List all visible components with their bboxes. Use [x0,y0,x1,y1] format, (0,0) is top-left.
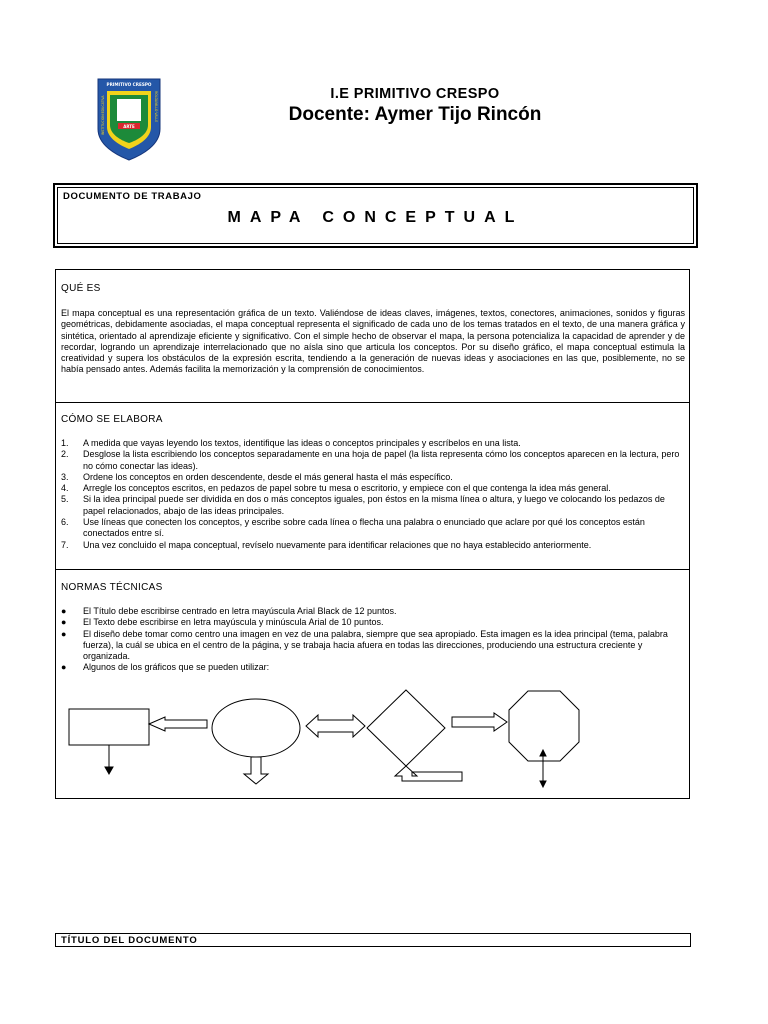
section-heading: NORMAS TÉCNICAS [61,582,163,593]
step-text: Si la idea principal puede ser dividida en dos o más conceptos iguales, pon éstos en la misma línea o altura, y luego ve colocando los pedazos de papel relacionados, abajo de las ideas principales. [83,494,665,516]
bullet-icon: ● [61,606,67,616]
norm-text: El Título debe escribirse centrado en letra mayúscula Arial Black de 12 puntos. [83,606,397,616]
document-header-box [53,183,698,248]
school-name: I.E PRIMITIVO CRESPO [330,86,500,102]
section-normas-tecnicas [56,570,689,799]
double-block-arrow [306,715,365,737]
right-block-arrow [452,713,507,731]
down-arrow-head-2 [540,781,546,787]
logo-text-bottom: ARTE [123,124,135,129]
up-bent-arrow [395,766,462,781]
bullet-icon: ● [61,628,67,639]
step-item [61,449,685,472]
section-body: El mapa conceptual es una representación gráfica de un texto. Valiéndose de ideas claves, imágenes, textos, conectores, animaciones, sonidos y figuras geométricas, debidamente asociadas, el mapa conceptual representa el significado de cada uno de los temas tratados en el texto, de una manera gráfica y sintética, orientado al aprendizaje eficiente y significativo. Con el simple hecho de observar el mapa, la persona potencializa la capacidad de aprender y de recordar, logrando un aprendizaje interrelacionado que no aísla sino que articula los conceptos. Por su diseño gráfico, el mapa conceptual estimula la creatividad y supera los obstáculos de la expresión escrita, tendiendo a la generación de nuevas ideas y asociaciones en las que, posiblemente, no se había pensado antes. Además facilita la memorización y la comprensión de conocimientos. [61,308,685,375]
graphic-shapes [56,570,691,799]
document-label: DOCUMENTO DE TRABAJO [63,191,202,202]
octagon-shape [509,691,579,761]
step-item [61,438,685,449]
step-item [61,483,685,494]
section-que-es [56,270,689,403]
ellipse-shape [212,699,300,757]
step-number: 5. [61,494,69,505]
step-item [61,472,685,483]
teacher-name: Docente: Aymer Tijo Rincón [288,104,542,125]
step-text: A medida que vayas leyendo los textos, identifique las ideas o conceptos principales y escríbelos en una lista. [83,438,521,448]
document-title-label: TÍTULO DEL DOCUMENTO [61,935,198,946]
step-text: Ordene los conceptos en orden descendente, desde el más general hasta el más específico. [83,471,453,482]
down-arrow-head [105,767,113,774]
bullet-icon: ● [61,617,67,628]
left-block-arrow [149,717,207,731]
step-text: Una vez concluido el mapa conceptual, revíselo nuevamente para identificar relaciones que no haya establecido anteriormente. [83,539,592,550]
bullet-icon: ● [61,662,67,673]
step-text: Desglose la lista escribiendo los conceptos separadamente en una hoja de papel (la lista representa cómo los conceptos aparecen en la lectura, pero no cómo conectar las ideas). [83,449,680,471]
norm-text: Algunos de los gráficos que se pueden utilizar: [83,662,270,673]
content-box [55,269,690,799]
step-number: 1. [61,438,69,448]
step-number: 4. [61,483,69,494]
step-item [61,494,685,517]
section-heading: QUÉ ES [61,283,101,294]
section-como-se-elabora [56,403,689,570]
steps-list [61,438,685,551]
school-shield-logo [96,77,162,161]
step-item [61,517,685,540]
step-number: 2. [61,449,69,460]
logo-text-left: INSTITUCION EDUCATIVA [101,95,105,135]
document-title: MAPA CONCEPTUAL [227,209,524,226]
down-block-arrow [244,757,268,784]
document-title-box [55,933,691,947]
rectangle-shape [69,709,149,745]
section-heading: CÓMO SE ELABORA [61,414,163,425]
step-number: 6. [61,517,69,528]
norm-text: El Texto debe escribirse en letra mayúscula y minúscula Arial de 10 puntos. [83,617,384,628]
logo-text-top: PRIMITIVO CRESPO [106,82,152,87]
logo-text-right: ROLDANILLO VALLE [154,91,158,123]
step-text: Arregle los conceptos escritos, en pedazos de papel sobre tu mesa o escritorio, y empiece con el que contenga la idea más general. [83,483,611,494]
norm-text: El diseño debe tomar como centro una imagen en vez de una palabra, siempre que sea apropiado. Esta imagen es la idea principal (tema, palabra fuerza), la cuál se ubica en el centro de la página, y se trabaja hacia afuera en todas las direcciones, produciendo una estructura creciente y organizada. [83,628,668,662]
step-item [61,540,685,551]
diamond-shape [367,690,445,766]
step-number: 7. [61,539,69,550]
step-number: 3. [61,471,69,482]
step-text: Use líneas que conecten los conceptos, y escribe sobre cada línea o flecha una palabra o enunciado que aclare por qué los conceptos están conectados entre sí. [83,517,645,539]
